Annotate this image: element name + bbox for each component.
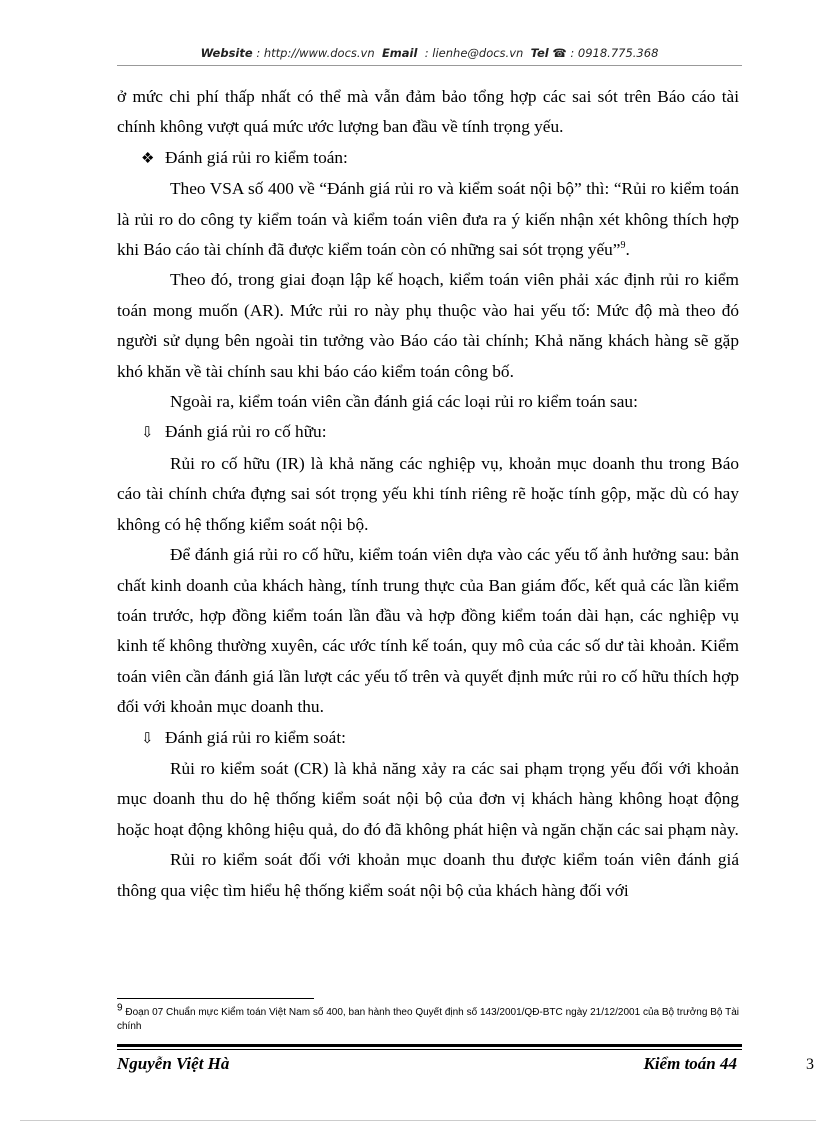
footnote xyxy=(117,1002,739,1034)
heading-text: Đánh giá rủi ro kiểm soát: xyxy=(165,727,346,747)
footer-author: Nguyễn Việt Hà xyxy=(117,1054,230,1073)
paragraph: Để đánh giá rủi ro cố hữu, kiểm toán viên dựa vào các yếu tố ảnh hưởng sau: bản chất kinh doanh của khách hàng, tính trung thực của Ban giám đốc, kết quả các lần kiểm toán trước, hợp đồng kiểm toán lần đầu và hợp đồng kiểm toán dài hạn, các nghiệp vụ kinh tế không thường xuyên, các ước tính kế toán, quy mô của các số dư tài khoản. Kiểm toán viên cần đánh giá lần lượt các yếu tố trên và quyết định mức rủi ro cố hữu thích hợp đối với khoản mục doanh thu. xyxy=(117,545,739,717)
phone-icon: ☎ xyxy=(552,46,567,60)
tel-value: : 0918.775.368 xyxy=(570,46,659,60)
email-label: Email xyxy=(381,46,418,60)
footnote-text: Đoạn 07 Chuẩn mực Kiểm toán Việt Nam số 400, ban hành theo Quyết định số 143/2001/QĐ-BTC ngày 21/12/2001 của Bộ trưởng Bộ Tài chính xyxy=(117,1007,739,1032)
subsection-heading xyxy=(117,723,739,754)
header-divider xyxy=(117,65,742,66)
page-bottom-divider xyxy=(20,1120,816,1121)
paragraph: Rủi ro kiểm soát (CR) là khả năng xảy ra các sai phạm trọng yếu đối với khoản mục doanh thu do hệ thống kiểm soát nội bộ của đơn vị khách hàng không hoạt động hoặc hoạt động không hiệu quả, do đó đã không phát hiện và ngăn chặn các sai phạm này. xyxy=(117,758,739,839)
footnote-reference[interactable]: 9 xyxy=(620,240,626,252)
paragraph-text: Theo VSA số 400 về “Đánh giá rủi ro và kiểm soát nội bộ” thì: “Rủi ro kiểm toán là rủi ro do công ty kiểm toán và kiểm toán viên đưa ra ý kiến nhận xét không thích hợp khi Báo cáo tài chính đã được kiểm toán còn có những sai sót trọng yếu” xyxy=(117,179,739,260)
paragraph: Theo đó, trong giai đoạn lập kế hoạch, kiểm toán viên phải xác định rủi ro kiểm toán mong muốn (AR). Mức rủi ro này phụ thuộc vào hai yếu tố: Mức độ mà theo đó người sử dụng bên ngoài tin tưởng vào Báo cáo tài chính; Khả năng khách hàng sẽ gặp khó khăn về tài chính sau khi báo cáo kiểm toán công bố. xyxy=(117,270,739,381)
page-number: 3 xyxy=(806,1056,814,1073)
subsection-heading xyxy=(117,417,739,448)
down-arrow-icon: ⇩ xyxy=(141,425,154,442)
website-label: Website xyxy=(200,46,253,60)
document-body xyxy=(117,82,739,906)
website-url[interactable]: : http://www.docs.vn xyxy=(256,46,375,60)
paragraph xyxy=(117,174,739,265)
footnote-divider xyxy=(117,998,314,999)
heading-text: Đánh giá rủi ro kiểm toán: xyxy=(165,147,348,167)
page-header xyxy=(117,46,742,60)
diamond-bullet-icon: ❖ xyxy=(141,150,155,167)
footnote-mark: 9 xyxy=(117,1002,123,1014)
paragraph: ở mức chi phí thấp nhất có thể mà vẫn đảm bảo tổng hợp các sai sót trên Báo cáo tài chính không vượt quá mức ước lượng ban đầu về tính trọng yếu. xyxy=(117,87,739,137)
paragraph: Rủi ro kiểm soát đối với khoản mục doanh thu được kiểm toán viên đánh giá thông qua việc tìm hiểu hệ thống kiểm soát nội bộ của khách hàng đối với xyxy=(117,850,739,900)
paragraph-end: . xyxy=(625,240,630,260)
email-value[interactable]: : lienhe@docs.vn xyxy=(424,46,524,60)
paragraph: Rủi ro cố hữu (IR) là khả năng các nghiệp vụ, khoản mục doanh thu trong Báo cáo tài chính chứa đựng sai sót trọng yếu khi tính riêng rẽ hoặc tính gộp, mặc dù có hay không có hệ thống kiểm soát nội bộ. xyxy=(117,453,739,534)
heading-text: Đánh giá rủi ro cố hữu: xyxy=(165,422,327,442)
paragraph: Ngoài ra, kiểm toán viên cần đánh giá các loại rủi ro kiểm toán sau: xyxy=(170,392,638,412)
section-heading xyxy=(117,143,739,174)
down-arrow-icon: ⇩ xyxy=(141,730,154,747)
page-footer xyxy=(117,1054,737,1074)
footer-divider-thin xyxy=(117,1049,742,1050)
tel-label: Tel xyxy=(530,46,549,60)
footer-divider-thick xyxy=(117,1044,742,1047)
footer-class: Kiểm toán 44 xyxy=(643,1054,737,1073)
